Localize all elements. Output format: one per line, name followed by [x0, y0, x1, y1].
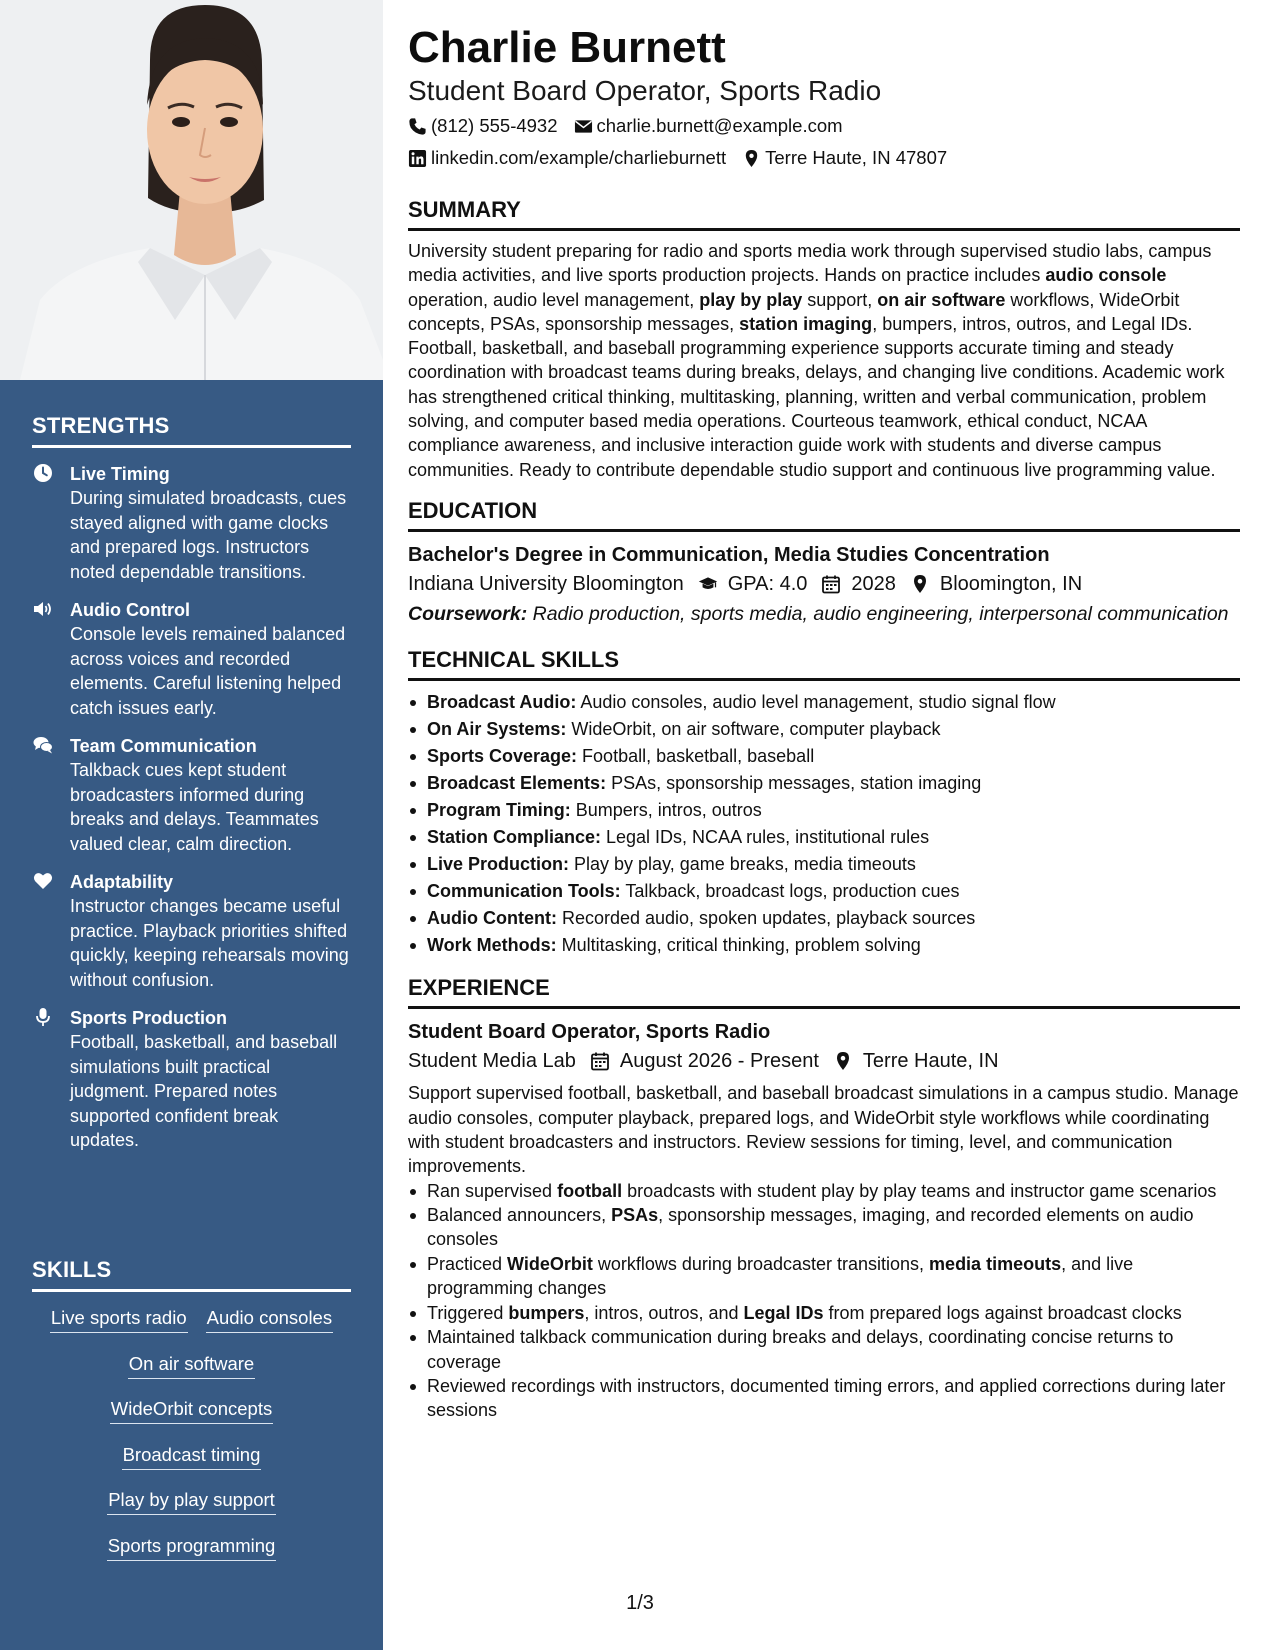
bullet-text: Triggered	[427, 1302, 509, 1323]
summary-section	[408, 196, 1240, 482]
strengths-heading: STRENGTHS	[32, 413, 351, 448]
skill-tag: WideOrbit concepts	[110, 1397, 273, 1424]
dates-item	[590, 1045, 819, 1077]
bullet-text: Reviewed recordings with instructors, documented timing errors, and applied corrections during later sessions	[427, 1375, 1226, 1421]
summary-keyword: station imaging	[739, 313, 873, 334]
skill-text: Football, basketball, baseball	[577, 746, 815, 767]
summary-segment: , bumpers, intros, outros, and Legal IDs. Football, basketball, and baseball programming experience supports accurate timing and steady coordination with broadcast teams during breaks, delays, and changing live conditions. Academic work has strengthened critical thinking, multitasking, planning, written and verbal communication, problem solving, and computer based media operations. Courteous teamwork, ethical conduct, NCAA compliance awareness, and inclusive interaction guide work with students and diverse campus communities. Ready to contribute dependable studio support and continuous live programming value.	[408, 313, 1225, 480]
bullet-text: , sponsorship messages, imaging, and recorded elements on audio consoles	[427, 1205, 1194, 1250]
job-dates: August 2026 - Present	[619, 1050, 819, 1073]
clock-icon	[33, 463, 53, 483]
bullet-text: , and live programming changes	[427, 1253, 1134, 1299]
phone-number: (812) 555-4932	[431, 115, 558, 136]
contact-row	[408, 110, 1240, 142]
coursework	[408, 602, 1240, 627]
list-item	[408, 743, 1240, 770]
coursework-text: Radio production, sports media, audio engineering, interpersonal communication	[527, 602, 1229, 625]
skill-tag: Broadcast timing	[122, 1443, 262, 1470]
education-meta	[408, 568, 1240, 600]
graduation-cap-icon	[698, 574, 718, 594]
bullet-text: Practiced	[427, 1253, 508, 1274]
calendar-icon	[821, 574, 841, 594]
education-location: Bloomington, IN	[939, 572, 1083, 595]
coursework-label: Coursework:	[408, 602, 528, 625]
strength-title: Live Timing	[70, 464, 170, 484]
skill-label: Communication Tools:	[427, 881, 621, 902]
experience-heading: EXPERIENCE	[408, 974, 1240, 1009]
technical-skills-section	[408, 646, 1240, 959]
skill-tag: Live sports radio	[50, 1306, 188, 1333]
organization-name: Student Media Lab	[408, 1050, 576, 1073]
linkedin-url: linkedin.com/example/charlieburnett	[431, 147, 727, 168]
strength-item	[32, 734, 351, 856]
strength-description: Talkback cues kept student broadcasters informed during breaks and delays. Teammates valued clear, calm direction.	[70, 760, 319, 854]
list-item	[408, 878, 1240, 905]
experience-bullets	[408, 1179, 1240, 1423]
summary-keyword: play by play	[699, 289, 803, 310]
summary-segment: support,	[802, 289, 878, 310]
profile-photo	[0, 0, 383, 380]
education-location-item	[910, 568, 1082, 600]
candidate-title: Student Board Operator, Sports Radio	[408, 75, 882, 106]
linkedin-icon	[408, 149, 427, 168]
skill-tag: On air software	[128, 1352, 255, 1379]
bullet-keyword: football	[557, 1180, 623, 1201]
contact-row	[408, 142, 1240, 174]
strength-item	[32, 870, 351, 992]
map-pin-icon	[910, 574, 930, 594]
bullet-keyword: WideOrbit	[507, 1253, 593, 1274]
skills-section	[32, 1257, 351, 1579]
bullet-text: from prepared logs against broadcast clocks	[823, 1302, 1182, 1323]
list-item	[408, 770, 1240, 797]
summary-keyword: on air software	[877, 289, 1006, 310]
job-meta	[408, 1045, 1240, 1077]
envelope-icon	[574, 117, 593, 136]
skill-row	[32, 1534, 351, 1580]
linkedin-contact[interactable]	[408, 142, 726, 174]
skill-text: Audio consoles, audio level management, studio signal flow	[576, 692, 1056, 713]
strengths-section	[32, 413, 351, 1153]
strength-item	[32, 1006, 351, 1153]
main-content	[408, 22, 1240, 1423]
list-item	[408, 1374, 1240, 1423]
location-contact	[742, 142, 947, 174]
list-item	[408, 1301, 1240, 1325]
microphone-icon	[33, 1007, 53, 1027]
skill-text: Multitasking, critical thinking, problem solving	[556, 935, 921, 956]
experience-section	[408, 974, 1240, 1422]
phone-icon	[408, 117, 427, 136]
list-item	[408, 1325, 1240, 1374]
list-item	[408, 824, 1240, 851]
sidebar	[0, 0, 383, 1650]
email-contact[interactable]	[574, 110, 843, 142]
strength-title: Team Communication	[70, 736, 257, 756]
bullet-keyword: bumpers	[508, 1302, 585, 1323]
skill-label: Live Production:	[427, 854, 570, 875]
year-item	[821, 568, 896, 600]
skill-text: Bumpers, intros, outros	[570, 800, 762, 821]
skill-text: Legal IDs, NCAA rules, institutional rules	[601, 827, 930, 848]
bullet-text: Maintained talkback communication during breaks and delays, coordinating concise returns to coverage	[427, 1327, 1174, 1372]
gpa-text: GPA: 4.0	[727, 572, 808, 595]
map-pin-icon	[833, 1051, 853, 1071]
bullet-text: workflows during broadcaster transitions,	[592, 1253, 930, 1274]
job-location: Terre Haute, IN	[862, 1050, 999, 1073]
email-address: charlie.burnett@example.com	[596, 115, 843, 136]
page-number: 1/3	[626, 1592, 654, 1614]
phone-contact[interactable]	[408, 110, 558, 142]
technical-skills-heading: TECHNICAL SKILLS	[408, 646, 1240, 681]
strength-title: Audio Control	[70, 600, 190, 620]
skill-row	[32, 1488, 351, 1534]
skill-row	[32, 1352, 351, 1398]
skill-text: Talkback, broadcast logs, production cues	[620, 881, 960, 902]
skills-heading: SKILLS	[32, 1257, 351, 1292]
skill-tag: Sports programming	[107, 1534, 277, 1561]
education-heading: EDUCATION	[408, 497, 1240, 532]
skill-text: Play by play, game breaks, media timeouts	[569, 854, 916, 875]
skill-label: Audio Content:	[427, 908, 557, 929]
education-section	[408, 497, 1240, 627]
summary-keyword: audio console	[1045, 265, 1167, 286]
summary-segment: operation, audio level management,	[408, 289, 700, 310]
job-description: Support supervised football, basketball, and baseball broadcast simulations in a campus studio. Manage audio consoles, computer playback, prepared logs, and WideOrbit style workflows while coordinating with student broadcasters and instructors. Review sessions for timing, level, and communication improvements.	[408, 1083, 1239, 1177]
summary-heading: SUMMARY	[408, 196, 1240, 231]
skill-label: Broadcast Audio:	[427, 692, 577, 713]
strength-description: Console levels remained balanced across voices and recorded elements. Careful listening helped catch issues early.	[70, 624, 346, 718]
list-item	[408, 689, 1240, 716]
list-item	[408, 851, 1240, 878]
degree-title: Bachelor's Degree in Communication, Media Studies Concentration	[408, 543, 1050, 566]
list-item	[408, 1179, 1240, 1203]
candidate-name: Charlie Burnett	[408, 23, 726, 72]
graduation-year: 2028	[851, 572, 896, 595]
bullet-text: Ran supervised	[427, 1180, 558, 1201]
bullet-keyword: media timeouts	[929, 1253, 1062, 1274]
job-location-item	[833, 1045, 999, 1077]
skill-text: PSAs, sponsorship messages, station imaging	[606, 773, 982, 794]
skills-list	[32, 1306, 351, 1579]
chat-bubbles-icon	[33, 735, 53, 755]
list-item	[408, 797, 1240, 824]
strength-description: During simulated broadcasts, cues stayed aligned with game clocks and prepared logs. Instructors noted dependable transitions.	[70, 488, 347, 582]
skill-label: On Air Systems:	[427, 719, 567, 740]
map-pin-icon	[742, 149, 761, 168]
strength-description: Instructor changes became useful practice. Playback priorities shifted quickly, keeping rehearsals moving without confusion.	[70, 896, 349, 990]
list-item	[408, 1203, 1240, 1252]
school-name: Indiana University Bloomington	[408, 572, 684, 595]
skill-tag: Audio consoles	[206, 1306, 333, 1333]
list-item	[408, 905, 1240, 932]
bullet-text: Balanced announcers,	[427, 1205, 612, 1226]
list-item	[408, 1252, 1240, 1301]
strength-description: Football, basketball, and baseball simulations built practical judgment. Prepared notes supported confident break updates.	[70, 1032, 338, 1150]
skill-row	[32, 1443, 351, 1489]
summary-text	[408, 239, 1240, 482]
technical-skills-list	[408, 689, 1240, 959]
strength-title: Adaptability	[70, 872, 174, 892]
bullet-keyword: PSAs	[611, 1205, 659, 1226]
job-title: Student Board Operator, Sports Radio	[408, 1021, 771, 1044]
calendar-icon	[590, 1051, 610, 1071]
list-item	[408, 716, 1240, 743]
skill-label: Broadcast Elements:	[427, 773, 607, 794]
skill-label: Program Timing:	[427, 800, 571, 821]
skill-label: Station Compliance:	[427, 827, 602, 848]
skill-row	[32, 1397, 351, 1443]
skill-tag: Play by play support	[107, 1488, 276, 1515]
summary-segment: workflows, WideOrbit concepts, PSAs, sponsorship messages,	[408, 289, 1180, 334]
skill-label: Sports Coverage:	[427, 746, 578, 767]
skill-row	[32, 1306, 351, 1352]
speaker-icon	[33, 599, 53, 619]
bullet-text: , intros, outros, and	[584, 1302, 744, 1323]
bullet-text: broadcasts with student play by play teams and instructor game scenarios	[622, 1180, 1217, 1201]
strength-item	[32, 462, 351, 584]
skill-text: WideOrbit, on air software, computer playback	[566, 719, 941, 740]
heart-icon	[33, 871, 53, 891]
skill-text: Recorded audio, spoken updates, playback sources	[556, 908, 976, 929]
strength-title: Sports Production	[70, 1008, 227, 1028]
summary-segment: University student preparing for radio and sports media work through supervised studio labs, campus media activities, and live sports production projects. Hands on practice includes	[408, 241, 1212, 286]
bullet-keyword: Legal IDs	[743, 1302, 824, 1323]
location-text: Terre Haute, IN 47807	[765, 147, 948, 168]
list-item	[408, 932, 1240, 959]
gpa-item	[698, 568, 808, 600]
strength-item	[32, 598, 351, 720]
skill-label: Work Methods:	[427, 935, 557, 956]
